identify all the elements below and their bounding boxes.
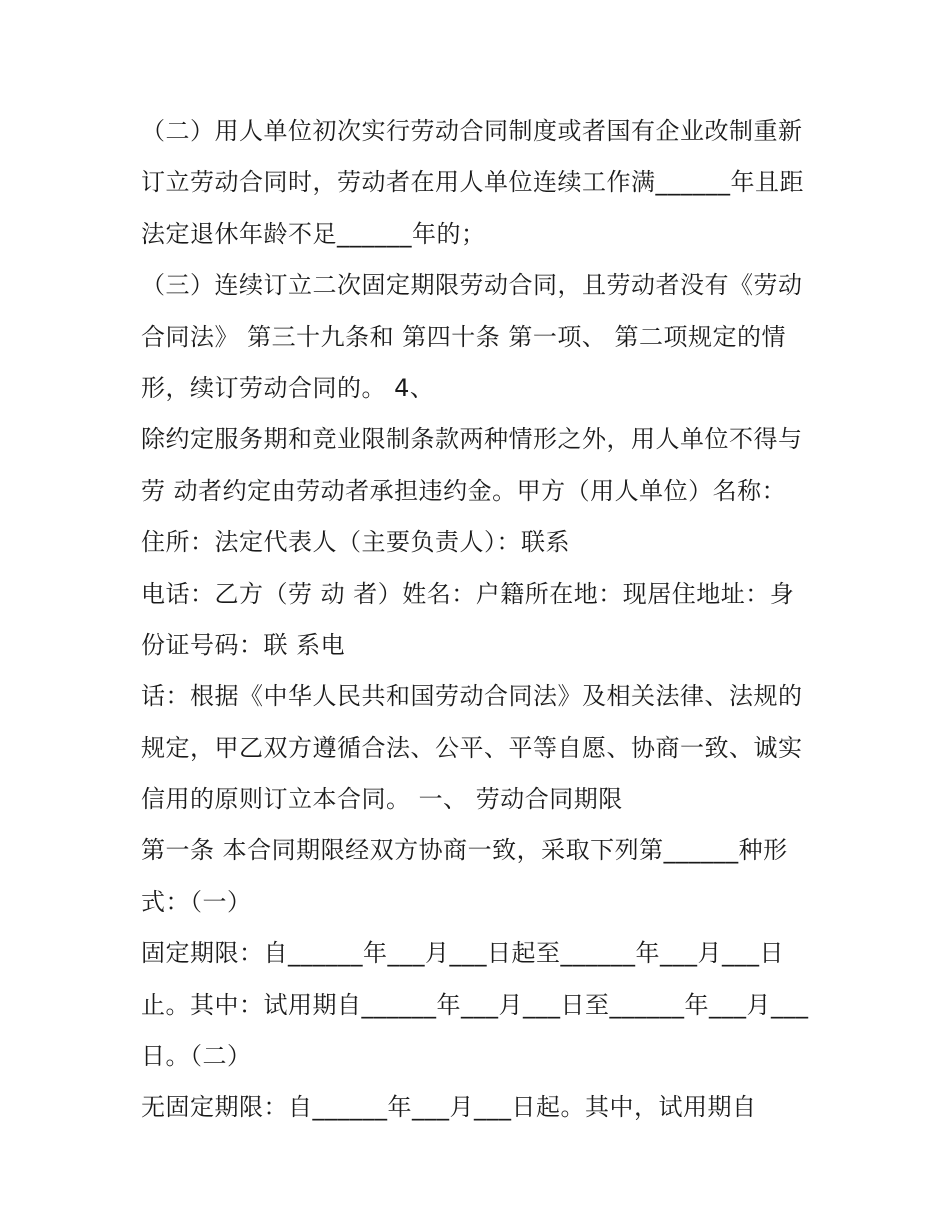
text-line: 订立劳动合同时，劳动者在用人单位连续工作满______年且距 <box>141 168 804 197</box>
text-line: 形，续订劳动合同的。 4、 <box>141 373 435 402</box>
contract-text-body <box>141 106 821 1134</box>
text-line: 电话：乙方（劳 动 者）姓名：户籍所在地：现居住地址：身 <box>141 579 795 608</box>
text-line: （二）用人单位初次实行劳动合同制度或者国有企业改制重新 <box>141 117 803 145</box>
text-line: （三）连续订立二次固定期限劳动合同，且劳动者没有《劳动 <box>141 271 803 300</box>
text-line: 第一条 本合同期限经双方协商一致，采取下列第______种形 <box>141 836 788 865</box>
text-line: 固定期限：自______年___月___日起至______年___月___日 <box>141 939 784 968</box>
text-line: 劳 动者约定由劳动者承担违约金。甲方（用人单位）名称： <box>141 476 787 505</box>
text-line: 份证号码：联 系电 <box>141 630 346 659</box>
text-line: 式：（一） <box>141 887 252 916</box>
text-line: 规定，甲乙双方遵循合法、公平、平等自愿、协商一致、诚实 <box>141 733 803 762</box>
text-line: 合同法》 第三十九条和 第四十条 第一项、 第二项规定的情 <box>141 322 787 351</box>
text-line: 住所：法定代表人（主要负责人）：联系 <box>141 528 570 557</box>
text-line: 日。（二） <box>141 1042 252 1071</box>
text-line: 止。其中：试用期自______年___月___日至______年___月___ <box>141 990 809 1019</box>
text-line: 无固定期限：自______年___月___日起。其中，试用期自 <box>141 1093 757 1122</box>
text-line: 信用的原则订立本合同。 一、 劳动合同期限 <box>141 785 623 814</box>
text-line: 法定退休年龄不足______年的； <box>141 219 486 248</box>
text-line: 话：根据《中华人民共和国劳动合同法》及相关法律、法规的 <box>141 682 803 711</box>
text-line: 除约定服务期和竞业限制条款两种情形之外，用人单位不得与 <box>141 425 803 454</box>
